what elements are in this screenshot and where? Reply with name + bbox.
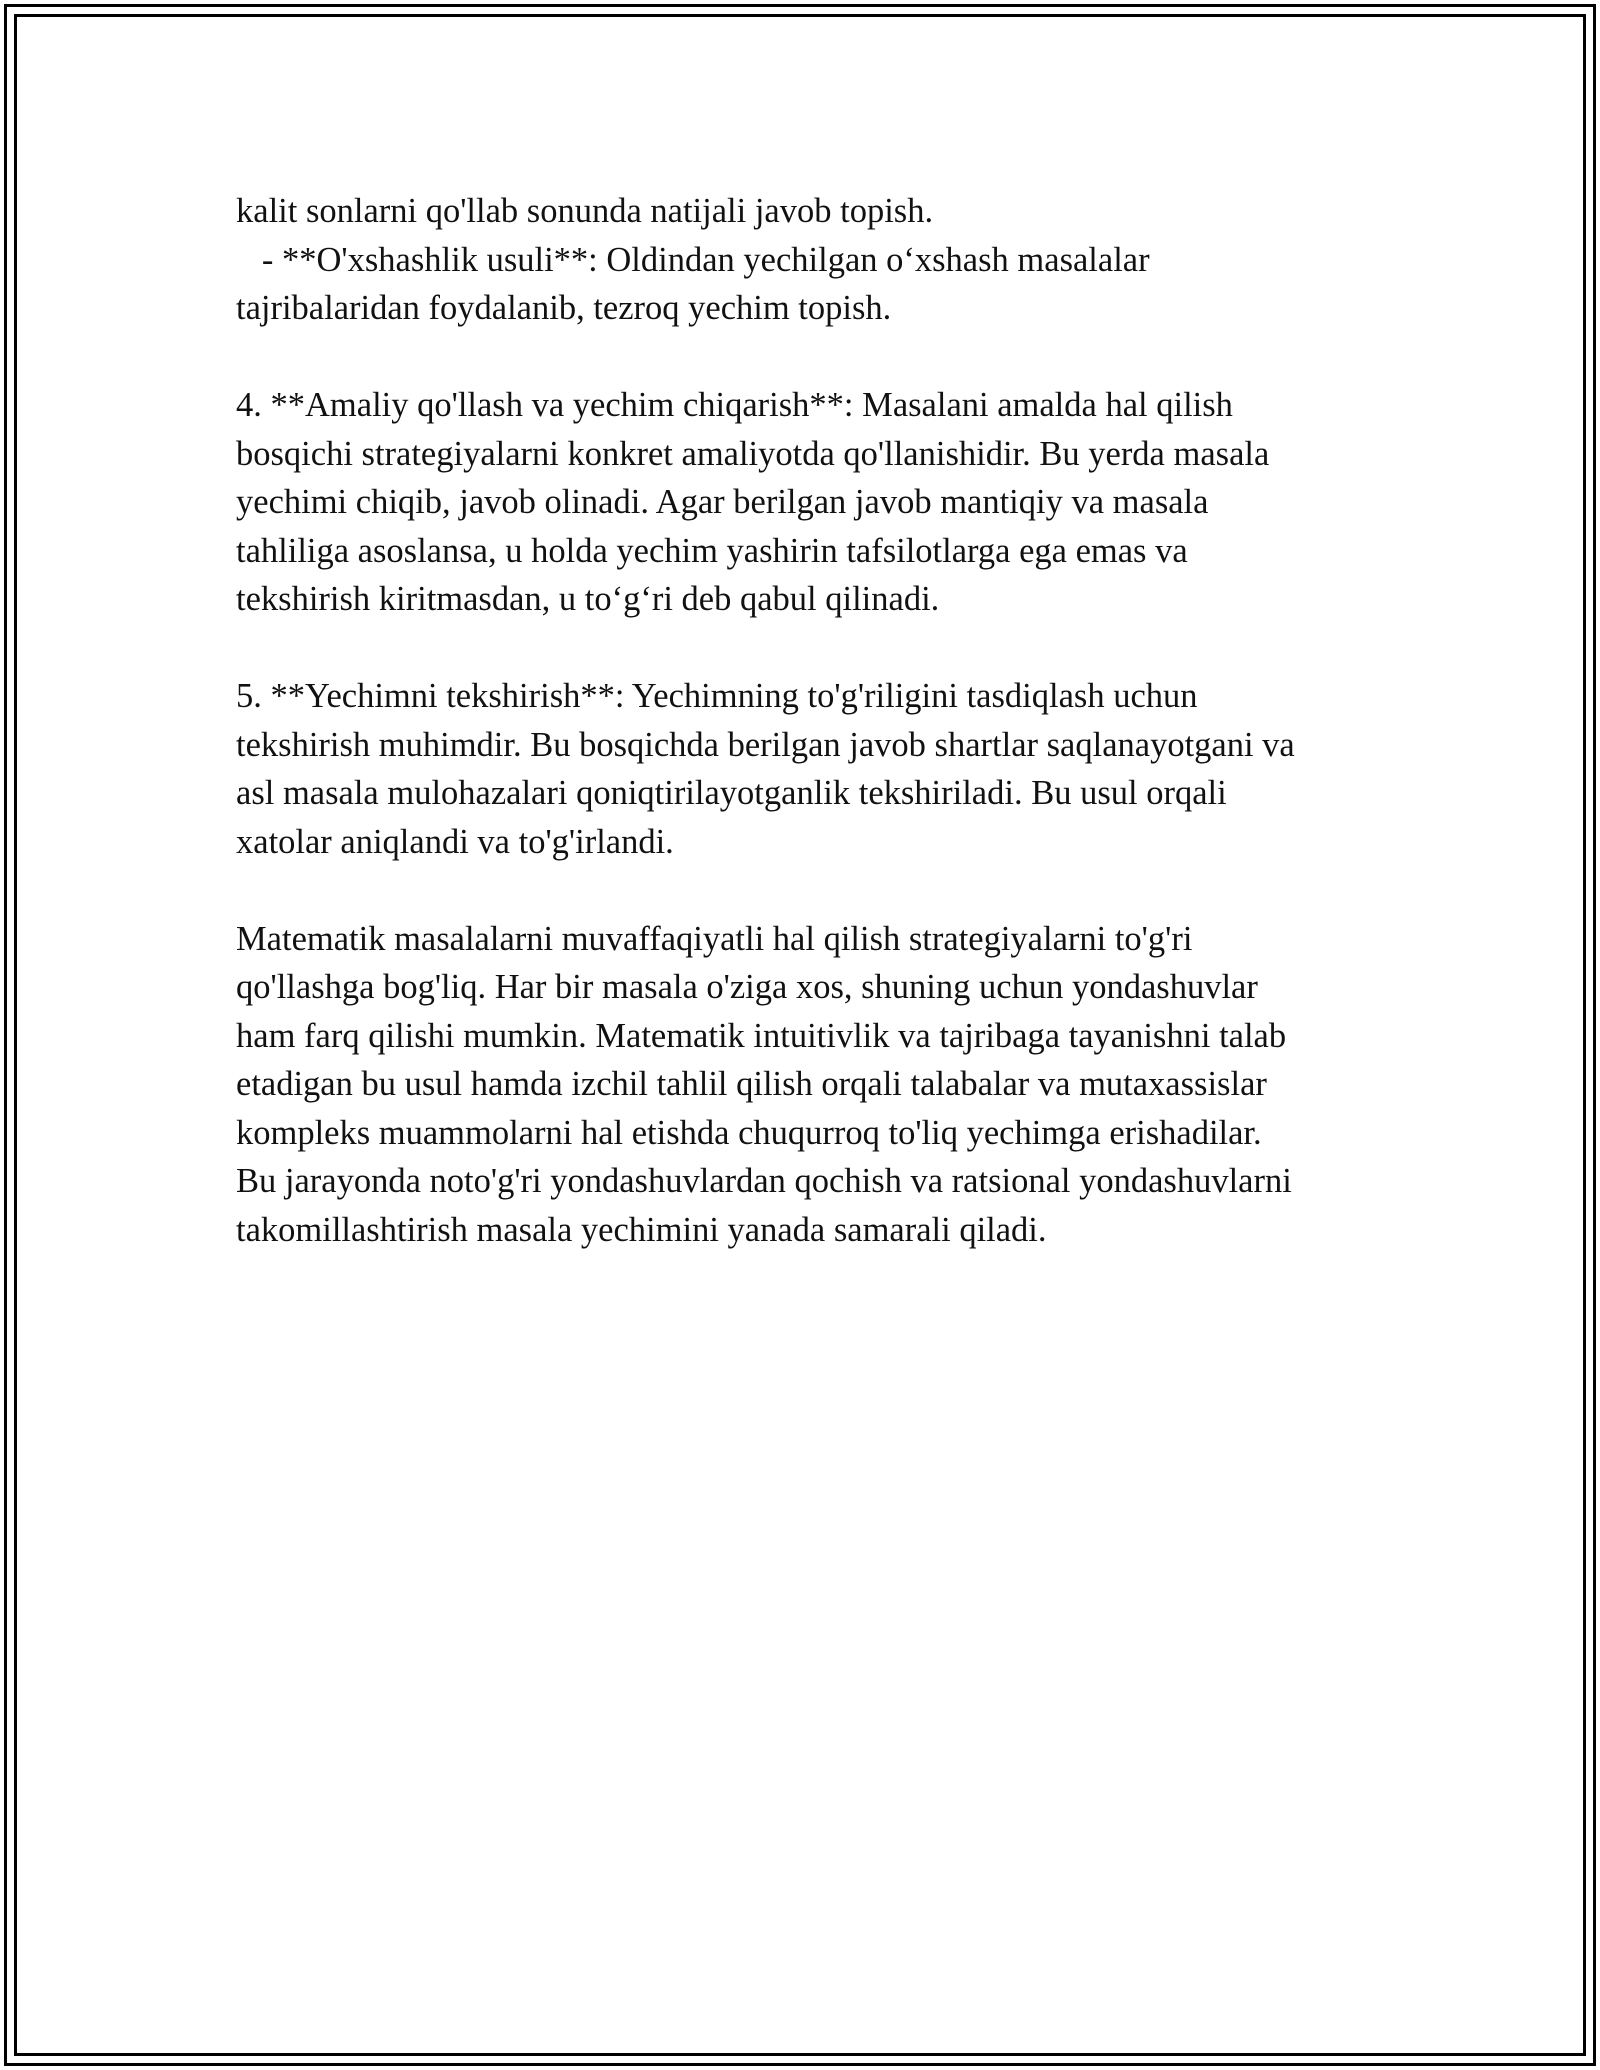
paragraph-gap (236, 333, 1376, 382)
text-line: Bu jarayonda noto'g'ri yondashuvlardan qochish va ratsional yondashuvlarni (236, 1162, 1292, 1200)
text-line: takomillashtirish masala yechimini yanada samarali qiladi. (236, 1210, 1047, 1249)
text-line: xatolar aniqlandi va to'g'irlandi. (236, 822, 674, 861)
text-line: ham farq qilishi mumkin. Matematik intuitivlik va tajribaga tayanishni talab (236, 1016, 1287, 1055)
text-line: qo'llashga bog'liq. Har bir masala o'ziga xos, shuning uchun yondashuvlar (236, 968, 1258, 1006)
text-line: Matematik masalalarni muvaffaqiyatli hal qilish strategiyalarni to'g'ri (236, 919, 1193, 958)
text-line: kompleks muammolarni hal etishda chuqurroq to'liq yechimga erishadilar. (236, 1113, 1262, 1152)
text-line: bosqichi strategiyalarni konkret amaliyotda qo'llanishidir. Bu yerda masala (236, 434, 1270, 473)
paragraph-gap (236, 866, 1376, 915)
text-line: kalit sonlarni qo'llab sonunda natijali javob topish. (236, 192, 934, 230)
text-line: tajribalaridan foydalanib, tezroq yechim topish. (236, 289, 892, 327)
text-line: tekshirish kiritmasdan, u to‘g‘ri deb qabul qilinadi. (236, 580, 940, 618)
paragraph-gap (236, 624, 1376, 673)
document-body (236, 187, 1376, 1254)
text-line: tahliliga asoslansa, u holda yechim yashirin tafsilotlarga ega emas va (236, 531, 1188, 570)
text-line: yechimi chiqib, javob olinadi. Agar berilgan javob mantiqiy va masala (236, 483, 1209, 521)
text-line: etadigan bu usul hamda izchil tahlil qilish orqali talabalar va mutaxassislar (236, 1065, 1267, 1103)
text-line: asl masala mulohazalari qoniqtirilayotganlik tekshiriladi. Bu usul orqali (236, 774, 1227, 812)
text-line: - **O'xshashlik usuli**: Oldindan yechilgan o‘xshash masalalar (236, 240, 1150, 279)
text-line: tekshirish muhimdir. Bu bosqichda berilgan javob shartlar saqlanayotgani va (236, 725, 1295, 764)
text-line: 5. **Yechimni tekshirish**: Yechimning to'g'riligini tasdiqlash uchun (236, 677, 1198, 715)
text-line: 4. **Amaliy qo'llash va yechim chiqarish**: Masalani amalda hal qilish (236, 386, 1233, 424)
